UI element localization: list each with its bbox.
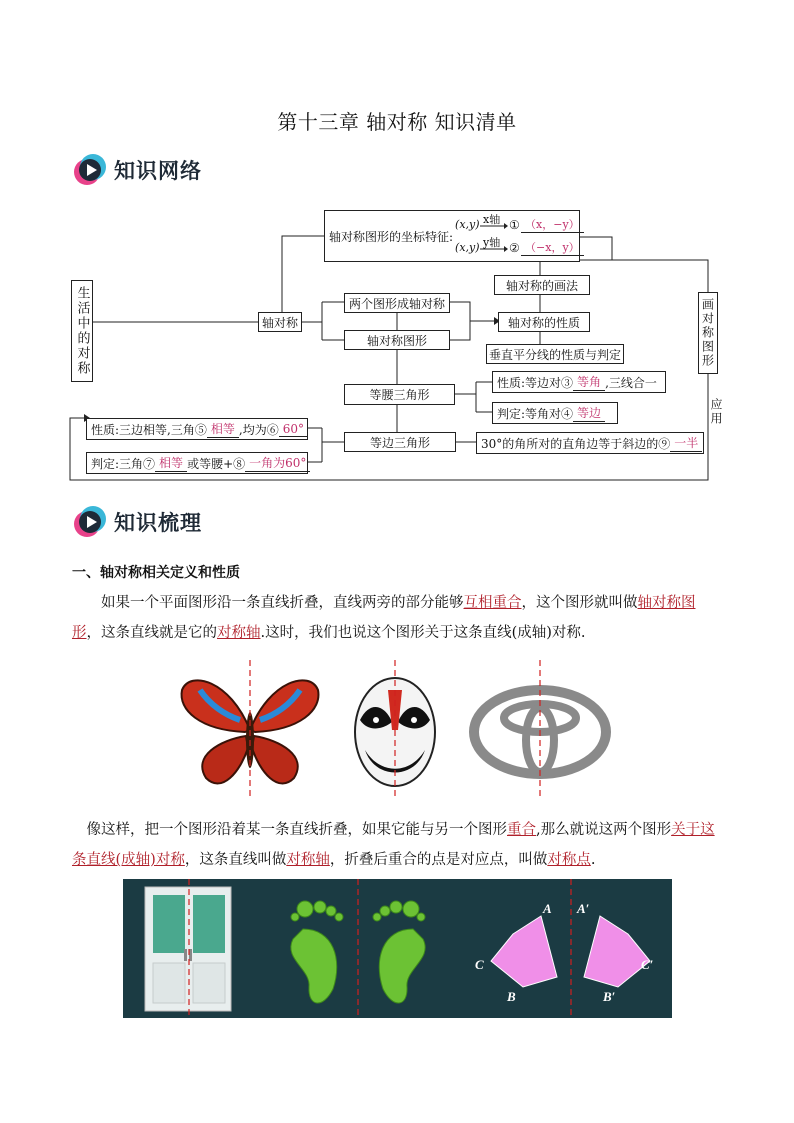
iso-prop-post: ,三线合一 bbox=[605, 375, 657, 390]
answer-8: 一角为60° bbox=[245, 454, 310, 472]
x-axis-label: x轴 bbox=[483, 213, 501, 226]
section-title: 知识网络 bbox=[114, 159, 202, 183]
isosceles-judge-box bbox=[492, 402, 618, 424]
axial-figure-box: 轴对称图形 bbox=[344, 330, 450, 350]
text: .这时，我们也说这个图形关于这条直线(成轴)对称. bbox=[260, 625, 586, 641]
definition-paragraph bbox=[72, 588, 724, 648]
point-A2-label: A′ bbox=[577, 901, 590, 916]
text: . bbox=[590, 852, 596, 868]
key-term: 互相重合 bbox=[463, 595, 522, 611]
text: 如果一个平面图形沿一条直线折叠，直线两旁的部分能够 bbox=[72, 595, 464, 611]
point-B-label: B bbox=[507, 989, 516, 1004]
axial-symmetry-box: 轴对称 bbox=[258, 312, 302, 332]
text: ，这条直线叫做 bbox=[184, 852, 287, 868]
coordinate-feature-box bbox=[324, 210, 580, 262]
part1-heading: 一、轴对称相关定义和性质 bbox=[72, 565, 240, 581]
isosceles-box: 等腰三角形 bbox=[344, 384, 455, 405]
coordinate-feature-label: 轴对称图形的坐标特征: bbox=[329, 229, 454, 244]
point-B2-label: B′ bbox=[603, 989, 616, 1004]
double-door-icon bbox=[145, 887, 231, 1011]
text: ，这个图形就叫做 bbox=[521, 595, 638, 611]
text: 像这样，把一个图形沿着某一条直线折叠，如果它能与另一个图形 bbox=[72, 822, 507, 838]
equilateral-property-box bbox=[86, 418, 308, 440]
perpendicular-bisector-box: 垂直平分线的性质与判定 bbox=[486, 344, 624, 364]
section-title: 知识梳理 bbox=[114, 511, 202, 535]
isosceles-property-box bbox=[492, 371, 666, 393]
key-term: 关于这条直线(成轴)对称 bbox=[72, 822, 715, 868]
apply-label: 应用 bbox=[709, 398, 723, 426]
key-term: 轴对称图形 bbox=[72, 595, 696, 641]
eq-judge-text: 判定:三角⑦ bbox=[91, 456, 156, 471]
symmetry-definition-paragraph bbox=[72, 815, 724, 875]
text: ，折叠后重合的点是对应点，叫做 bbox=[329, 852, 548, 868]
section-header-review bbox=[72, 500, 202, 544]
eq-prop-mid: ,均为⑥ bbox=[238, 422, 279, 437]
answer-6: 60° bbox=[279, 422, 308, 437]
property-box: 轴对称的性质 bbox=[498, 312, 590, 332]
eq-judge-mid: 或等腰+⑧ bbox=[187, 456, 246, 471]
symmetric-pairs-illustration bbox=[123, 879, 672, 1018]
iso-prop-text: 性质:等边对③ bbox=[497, 375, 574, 390]
eq-prop-text: 性质:三边相等,三角⑤ bbox=[91, 422, 207, 437]
thirty-text: 30°的角所对的直角边等于斜边的⑨ bbox=[481, 436, 671, 451]
answer-2: （−x，y） bbox=[521, 239, 584, 256]
page-title: 第十三章 轴对称 知识清单 bbox=[277, 110, 517, 134]
xy-first: (x,y) bbox=[455, 218, 480, 231]
symmetric-figures-illustration bbox=[170, 660, 620, 800]
text: ，这条直线就是它的 bbox=[86, 625, 217, 641]
xy-second: (x,y) bbox=[455, 241, 480, 254]
equilateral-box: 等边三角形 bbox=[344, 432, 456, 452]
point-C2-label: C′ bbox=[641, 957, 654, 972]
life-symmetry-box: 生活中的对称 bbox=[71, 280, 93, 382]
answer-1-number: ① bbox=[509, 218, 520, 232]
key-term: 对称轴 bbox=[286, 852, 330, 868]
key-term: 对称点 bbox=[547, 852, 591, 868]
key-term: 重合 bbox=[507, 822, 536, 838]
iso-judge-text: 判定:等角对④ bbox=[497, 406, 574, 421]
text: ,那么就说这两个图形 bbox=[536, 822, 672, 838]
answer-3: 等角 bbox=[573, 373, 605, 391]
answer-7: 相等 bbox=[155, 454, 187, 472]
draw-symmetric-figure-box: 画对称图形 bbox=[698, 292, 718, 374]
answer-1: （x，−y） bbox=[521, 216, 584, 233]
answer-4: 等边 bbox=[573, 404, 605, 422]
y-axis-label: y轴 bbox=[483, 236, 501, 249]
answer-5: 相等 bbox=[207, 420, 239, 438]
play-logo-icon bbox=[72, 504, 108, 540]
point-C-label: C bbox=[475, 957, 484, 972]
draw-method-box: 轴对称的画法 bbox=[494, 275, 590, 295]
equilateral-judge-box bbox=[86, 452, 308, 474]
key-term: 对称轴 bbox=[217, 625, 261, 641]
answer-9: 一半 bbox=[670, 434, 702, 452]
two-figures-box: 两个图形成轴对称 bbox=[344, 293, 450, 313]
answer-2-number: ② bbox=[509, 241, 520, 255]
thirty-degree-box bbox=[476, 432, 704, 454]
point-A-label: A bbox=[543, 901, 552, 916]
